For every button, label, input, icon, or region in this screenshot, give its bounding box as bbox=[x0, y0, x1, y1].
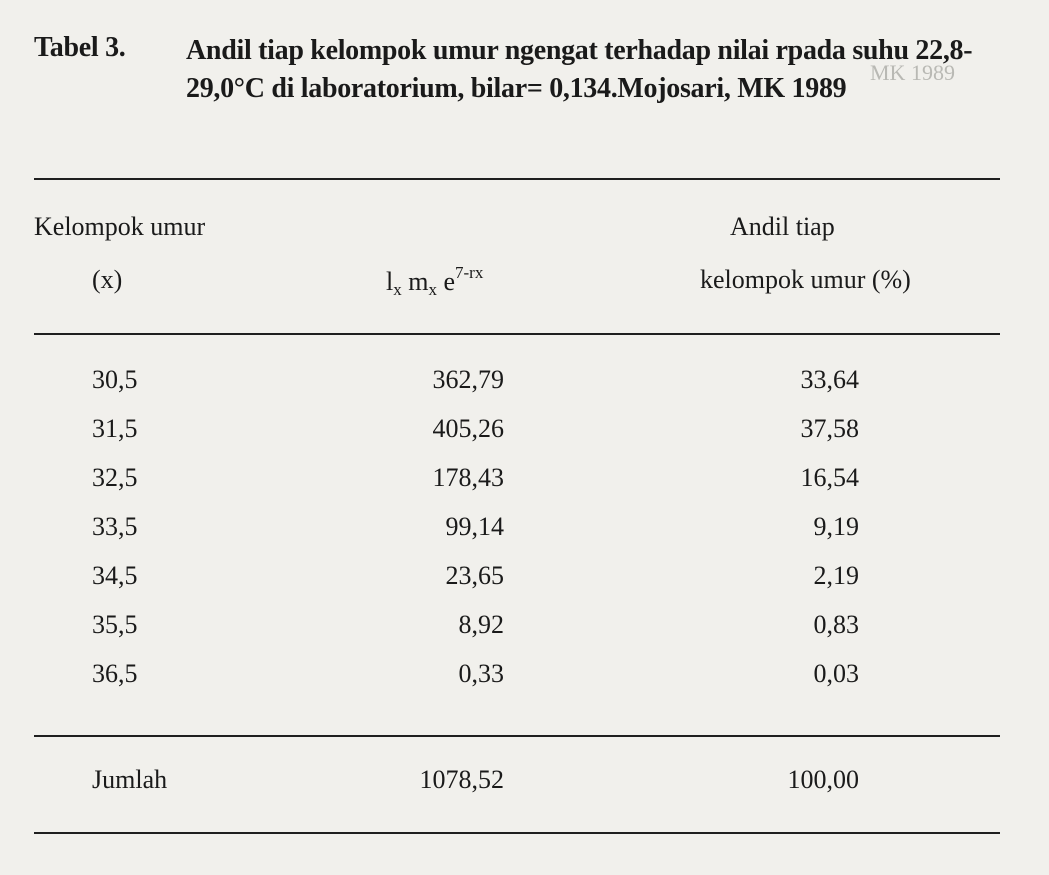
table-caption-label: Tabel 3. bbox=[34, 32, 126, 63]
bottom-rule bbox=[34, 832, 1000, 834]
row-5-percent: 2,19 bbox=[813, 561, 859, 590]
row-3-age: 32,5 bbox=[92, 463, 138, 492]
row-3-value: 178,43 bbox=[432, 463, 504, 492]
table-caption-text: Andil tiap kelompok umur ngengat terhadap nilai rpada suhu 22,8-29,0°C di laboratorium, bilar= 0,134.Mojosari, MK 1989 bbox=[186, 35, 973, 104]
header-age-symbol: (x) bbox=[92, 265, 123, 294]
row-6-age: 35,5 bbox=[92, 610, 138, 639]
row-4-value: 99,14 bbox=[445, 512, 504, 541]
row-6-value: 8,92 bbox=[458, 610, 504, 639]
row-1-age: 30,5 bbox=[92, 365, 138, 394]
row-7-percent: 0,03 bbox=[813, 659, 859, 688]
header-formula: $l_x$ $m_x$ $e^{7-rx}$ bbox=[386, 263, 484, 299]
row-3-percent: 16,54 bbox=[800, 463, 859, 492]
header-age-group: Kelompok umur bbox=[34, 212, 206, 241]
row-6-percent: 0,83 bbox=[813, 610, 859, 639]
body-rule bbox=[34, 735, 1000, 737]
row-7-age: 36,5 bbox=[92, 659, 138, 688]
row-4-percent: 9,19 bbox=[813, 512, 859, 541]
row-4-age: 33,5 bbox=[92, 512, 138, 541]
row-1-value: 362,79 bbox=[432, 365, 504, 394]
row-7-value: 0,33 bbox=[458, 659, 504, 688]
total-percent: 100,00 bbox=[787, 765, 859, 794]
row-5-age: 34,5 bbox=[92, 561, 138, 590]
row-5-value: 23,65 bbox=[445, 561, 504, 590]
total-value: 1078,52 bbox=[419, 765, 504, 794]
top-rule bbox=[34, 178, 1000, 180]
row-2-age: 31,5 bbox=[92, 414, 138, 443]
row-1-percent: 33,64 bbox=[800, 365, 859, 394]
row-2-percent: 37,58 bbox=[800, 414, 859, 443]
header-contribution-line2: kelompok umur (%) bbox=[700, 265, 911, 294]
header-rule bbox=[34, 333, 1000, 335]
row-2-value: 405,26 bbox=[432, 414, 504, 443]
total-label: Jumlah bbox=[92, 765, 168, 794]
bleed-through-text: MK 1989 bbox=[870, 60, 955, 85]
header-contribution-line1: Andil tiap bbox=[730, 212, 835, 241]
